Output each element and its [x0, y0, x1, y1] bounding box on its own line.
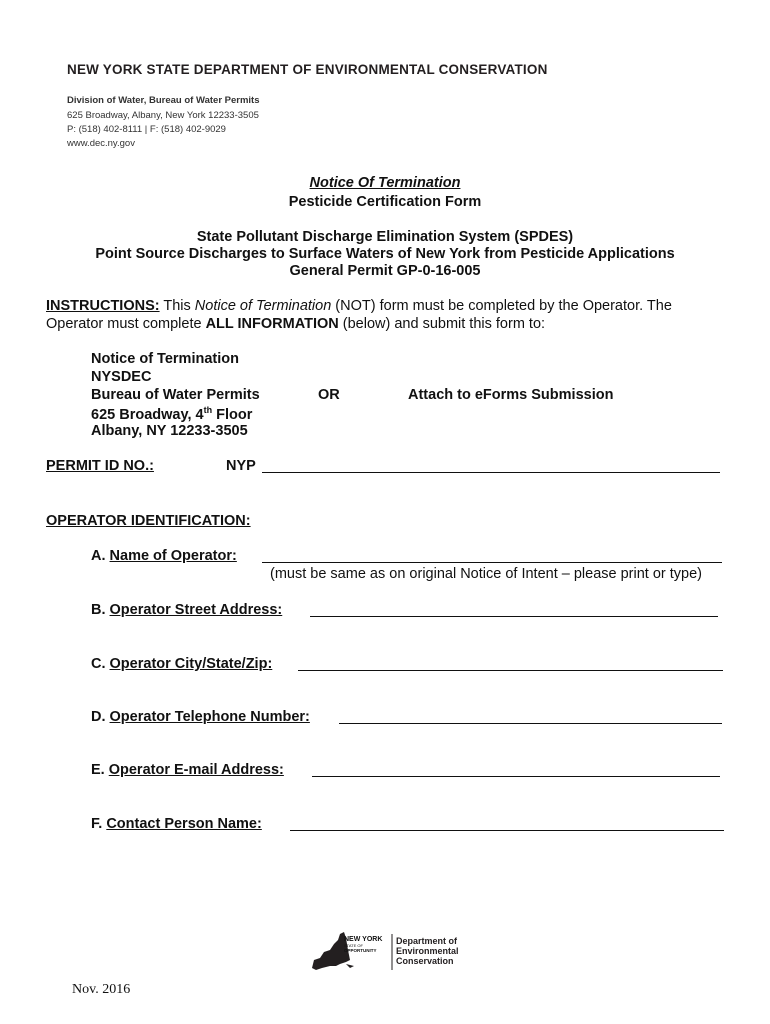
logo-text: NEW YORK: [344, 936, 383, 943]
instructions-text: (below) and submit this form to:: [338, 316, 546, 332]
operator-name-note: (must be same as on original Notice of Intent – please print or type): [270, 566, 702, 582]
field-letter: B.: [91, 602, 106, 618]
form-title: Pesticide Certification Form: [288, 194, 482, 210]
revision-date: Nov. 2016: [72, 982, 131, 997]
agency-website[interactable]: www.dec.ny.gov: [67, 138, 135, 149]
mailing-line-3: Bureau of Water Permits: [91, 387, 260, 403]
discharges-title: Point Source Discharges to Surface Waters of New York from Pesticide Applications: [95, 246, 675, 262]
agency-address: 625 Broadway, Albany, New York 12233-3505: [67, 110, 259, 121]
mailing-line-4-sup: th: [203, 405, 213, 415]
instructions-text: (NOT) form must be completed by the Operator. The: [331, 298, 672, 314]
field-b-label: [91, 602, 282, 618]
system-title: State Pollutant Discharge Elimination System (SPDES): [196, 229, 574, 245]
field-letter: E.: [91, 762, 105, 778]
mailing-line-1: Notice of Termination: [91, 351, 239, 367]
field-letter: D.: [91, 709, 106, 725]
street-address-field[interactable]: [310, 616, 718, 617]
field-label: Operator Telephone Number:: [109, 709, 310, 725]
instructions-text-bold: ALL INFORMATION: [205, 316, 339, 332]
field-label: Operator E-mail Address:: [108, 762, 284, 778]
permit-id-prefix: NYP: [226, 458, 256, 474]
field-letter: C.: [91, 656, 106, 672]
instructions-text: Operator must complete: [46, 316, 206, 332]
instructions-text: This: [159, 298, 195, 314]
field-label: Contact Person Name:: [106, 816, 262, 832]
permit-title: General Permit GP-0-16-005: [289, 263, 481, 279]
ny-opportunity-wordmark: [344, 936, 382, 953]
permit-id-field[interactable]: [262, 472, 720, 473]
field-f-label: [91, 816, 262, 832]
field-d-label: [91, 709, 310, 725]
mailing-line-5: Albany, NY 12233-3505: [91, 423, 248, 439]
field-label: Operator City/State/Zip:: [109, 656, 273, 672]
field-letter: F.: [91, 816, 103, 832]
dec-logo: [310, 930, 470, 974]
logo-text: STATE OF: [344, 943, 363, 948]
eforms-label: Attach to eForms Submission: [408, 387, 614, 403]
logo-text: Department of: [396, 936, 458, 946]
mailing-line-4: [91, 405, 252, 423]
field-letter: A.: [91, 548, 106, 564]
field-e-label: [91, 762, 284, 778]
notice-title: Notice Of Termination: [309, 175, 461, 191]
contact-person-field[interactable]: [290, 830, 724, 831]
instructions-label: INSTRUCTIONS:: [46, 298, 160, 314]
logo-text: Environmental: [396, 946, 459, 956]
instructions-text-italic: Notice of Termination: [194, 298, 332, 314]
instructions-line-2: [46, 316, 736, 332]
field-c-label: [91, 656, 272, 672]
mailing-line-4-text: 625 Broadway, 4: [91, 406, 204, 423]
telephone-field[interactable]: [339, 723, 722, 724]
instructions-line-1: [46, 298, 736, 314]
field-label: Name of Operator:: [109, 548, 237, 564]
operator-heading: OPERATOR IDENTIFICATION:: [46, 513, 251, 529]
field-label: Operator Street Address:: [109, 602, 283, 618]
or-label: OR: [318, 387, 340, 403]
division-name: Division of Water, Bureau of Water Permits: [67, 95, 260, 106]
field-a-label: [91, 548, 237, 564]
agency-name: NEW YORK STATE DEPARTMENT OF ENVIRONMENTAL CONSERVATION: [67, 62, 548, 77]
mailing-line-4-text: Floor: [212, 406, 253, 423]
logo-text: Conservation: [396, 956, 454, 966]
agency-phone: P: (518) 402-8111 | F: (518) 402-9029: [67, 124, 226, 135]
city-state-zip-field[interactable]: [298, 670, 723, 671]
permit-id-label: PERMIT ID NO.:: [46, 458, 154, 474]
email-field[interactable]: [312, 776, 720, 777]
logo-text: OPPORTUNITY: [344, 948, 377, 953]
operator-name-field[interactable]: [262, 562, 722, 563]
dec-wordmark: [396, 936, 459, 966]
mailing-line-2: NYSDEC: [91, 369, 152, 385]
